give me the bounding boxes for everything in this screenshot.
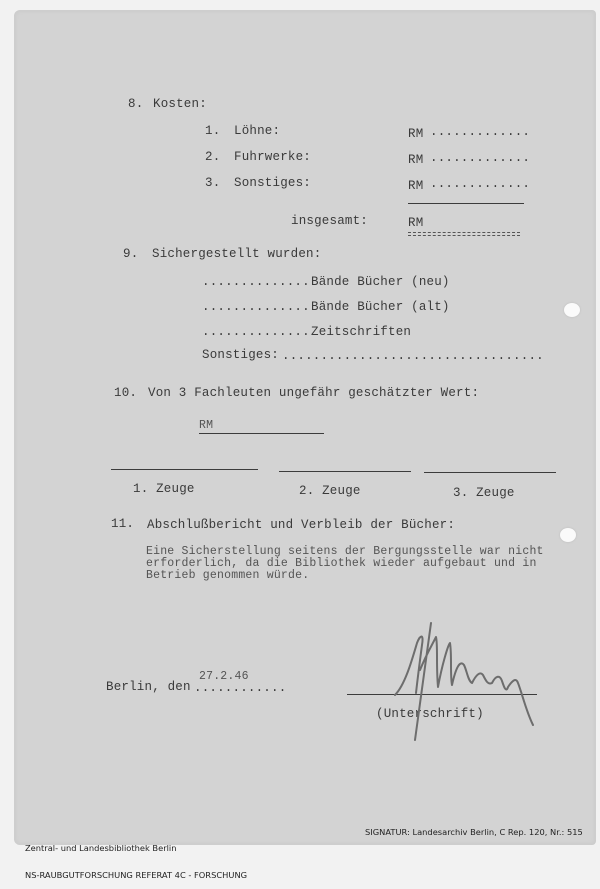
witness-2-label: 2. Zeuge: [299, 484, 361, 498]
footer-department: NS-RAUBGUTFORSCHUNG REFERAT 4C - FORSCHUNG: [25, 870, 248, 880]
punch-hole-bottom: [560, 528, 576, 542]
report-body-line-2: erforderlich, da die Bibliothek wieder aufgebaut und in: [146, 557, 537, 570]
total-label: insgesamt:: [291, 214, 369, 228]
date-value: 27.2.46: [199, 670, 249, 683]
cost-item-currency: RM: [408, 153, 424, 167]
section-11-title: Abschlußbericht und Verbleib der Bücher:: [147, 518, 456, 532]
secured-label-new-books: Bände Bücher (neu): [311, 275, 450, 289]
sum-line: [408, 203, 524, 204]
secured-value-periodicals: ..............: [202, 325, 310, 339]
cost-item-value-loehne: .............: [430, 125, 531, 139]
cost-item-number: 1.: [205, 124, 221, 138]
section-11-number: 11.: [111, 517, 135, 531]
report-body-line-3: Betrieb genommen würde.: [146, 569, 310, 582]
cost-item-label-sonstiges: Sonstiges:: [234, 176, 312, 190]
secured-value-old-books: ..............: [202, 300, 310, 314]
cost-item-number: 3.: [205, 176, 221, 190]
date-dots: ............: [194, 681, 287, 695]
report-body-line-1: Eine Sicherstellung seitens der Bergungsstelle war nicht: [146, 545, 544, 558]
witness-1-label: 1. Zeuge: [133, 482, 195, 496]
cost-item-value-fuhrwerke: .............: [430, 151, 531, 165]
section-10-title: Von 3 Fachleuten ungefähr geschätzter Wert:: [148, 386, 480, 400]
cost-item-label-fuhrwerke: Fuhrwerke:: [234, 150, 312, 164]
estimated-value-line: [199, 433, 324, 434]
place-label: Berlin, den: [106, 680, 191, 694]
cost-item-number: 2.: [205, 150, 221, 164]
total-currency: RM: [408, 216, 424, 230]
cost-item-value-sonstiges: .............: [430, 177, 531, 191]
footer-signature-ref: SIGNATUR: Landesarchiv Berlin, C Rep. 120, Nr.: 515: [365, 827, 583, 837]
witness-3-label: 3. Zeuge: [453, 486, 515, 500]
punch-hole-top: [564, 303, 580, 317]
secured-label-periodicals: Zeitschriften: [311, 325, 412, 339]
witness-1-line: [111, 469, 258, 470]
witness-3-line: [424, 472, 556, 473]
section-10-number: 10.: [114, 386, 138, 400]
cost-item-label-loehne: Löhne:: [234, 124, 281, 138]
footer-institution: [25, 826, 247, 889]
secured-label-old-books: Bände Bücher (alt): [311, 300, 450, 314]
section-9-number: 9.: [123, 247, 139, 261]
cost-item-currency: RM: [408, 179, 424, 193]
secured-other-value: ..................................: [282, 349, 544, 363]
signature-label: (Unterschrift): [376, 707, 484, 721]
secured-other-label: Sonstiges:: [202, 348, 280, 362]
section-8-number: 8.: [128, 97, 144, 111]
total-double-underline: [408, 232, 520, 236]
witness-2-line: [279, 471, 411, 472]
secured-value-new-books: ..............: [202, 275, 310, 289]
section-8-title: Kosten:: [153, 97, 207, 111]
cost-item-currency: RM: [408, 127, 424, 141]
footer-institution-name: Zentral- und Landesbibliothek Berlin: [25, 843, 177, 853]
section-9-title: Sichergestellt wurden:: [152, 247, 322, 261]
estimated-value-currency: RM: [199, 419, 214, 432]
handwritten-signature: [390, 615, 550, 745]
